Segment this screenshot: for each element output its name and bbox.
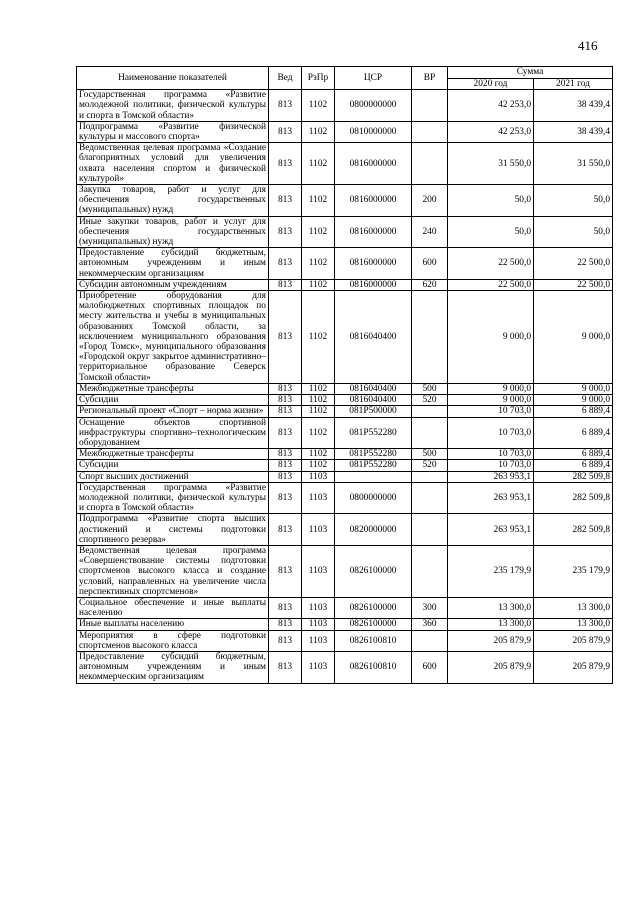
cell-sum-2021: 205 879,9 [534,630,613,651]
cell-sum-2020: 22 500,0 [448,279,534,290]
cell-csr: 081P500000 [335,406,412,417]
cell-ved: 813 [269,417,302,449]
cell-vr [412,482,448,514]
cell-csr: 0810000000 [335,121,412,142]
cell-vr: 520 [412,460,448,471]
cell-sum-2021: 205 879,9 [534,651,613,683]
cell-sum-2020: 13 300,0 [448,619,534,630]
cell-ved: 813 [269,383,302,394]
cell-rzpr: 1102 [302,90,335,122]
cell-ved: 813 [269,185,302,217]
cell-sum-2020: 10 703,0 [448,417,534,449]
cell-name: Мероприятия в сфере подготовки спортсменов высокого класса [77,630,269,651]
cell-ved: 813 [269,597,302,618]
cell-ved: 813 [269,121,302,142]
cell-name: Подпрограмма «Развитие спорта высших достижений и системы подготовки спортивного резерва» [77,514,269,546]
cell-rzpr: 1102 [302,395,335,406]
cell-name: Субсидии [77,460,269,471]
cell-sum-2021: 6 889,4 [534,406,613,417]
cell-csr: 0816000000 [335,248,412,280]
cell-name: Региональный проект «Спорт – норма жизни» [77,406,269,417]
header-vr: ВР [412,67,448,90]
cell-name: Субсидии автономным учреждениям [77,279,269,290]
header-csr: ЦСР [335,67,412,90]
cell-sum-2021: 282 509,8 [534,482,613,514]
cell-name: Иные закупки товаров, работ и услуг для обеспечения государственных (муниципальных) нужд [77,216,269,248]
cell-csr: 0826100000 [335,545,412,597]
cell-csr: 081P552280 [335,449,412,460]
cell-rzpr: 1102 [302,291,335,384]
cell-csr: 0800000000 [335,90,412,122]
cell-sum-2021: 38 439,4 [534,90,613,122]
cell-rzpr: 1103 [302,545,335,597]
cell-vr [412,143,448,185]
cell-ved: 813 [269,143,302,185]
cell-ved: 813 [269,291,302,384]
cell-sum-2021: 22 500,0 [534,279,613,290]
cell-sum-2020: 10 703,0 [448,406,534,417]
cell-ved: 813 [269,630,302,651]
cell-vr [412,545,448,597]
cell-sum-2020: 205 879,9 [448,630,534,651]
table-row [77,90,613,122]
cell-sum-2020: 31 550,0 [448,143,534,185]
cell-sum-2020: 42 253,0 [448,90,534,122]
cell-ved: 813 [269,619,302,630]
cell-sum-2021: 6 889,4 [534,417,613,449]
cell-csr: 0820000000 [335,514,412,546]
cell-rzpr: 1102 [302,121,335,142]
cell-ved: 813 [269,90,302,122]
page-number: 416 [578,38,598,53]
table-body [77,90,613,683]
cell-rzpr: 1103 [302,471,335,482]
cell-sum-2020: 42 253,0 [448,121,534,142]
table-row [77,395,613,406]
cell-vr [412,406,448,417]
table-row [77,185,613,217]
cell-sum-2021: 9 000,0 [534,395,613,406]
cell-vr [412,514,448,546]
table-header [77,67,613,90]
cell-sum-2021: 13 300,0 [534,619,613,630]
cell-rzpr: 1103 [302,630,335,651]
cell-ved: 813 [269,545,302,597]
header-ved: Вед [269,67,302,90]
cell-sum-2020: 22 500,0 [448,248,534,280]
cell-sum-2021: 6 889,4 [534,449,613,460]
cell-vr: 520 [412,395,448,406]
table-row [77,449,613,460]
cell-name: Спорт высших достижений [77,471,269,482]
cell-sum-2020: 263 953,1 [448,482,534,514]
cell-ved: 813 [269,279,302,290]
cell-sum-2020: 50,0 [448,185,534,217]
cell-name: Ведомственная целевая программа «Совершенствование системы подготовки спортсменов высокого класса и создание условий, направленных на увеличение числа перспективных спортсменов» [77,545,269,597]
cell-csr: 0816000000 [335,279,412,290]
cell-ved: 813 [269,514,302,546]
cell-sum-2021: 38 439,4 [534,121,613,142]
cell-rzpr: 1102 [302,279,335,290]
cell-sum-2021: 282 509,8 [534,471,613,482]
cell-name: Межбюджетные трансферты [77,383,269,394]
cell-name: Государственная программа «Развитие молодежной политики, физической культуры и спорта в Томской области» [77,482,269,514]
cell-csr [335,471,412,482]
cell-ved: 813 [269,216,302,248]
cell-sum-2020: 263 953,1 [448,514,534,546]
cell-vr: 240 [412,216,448,248]
cell-name: Государственная программа «Развитие молодежной политики, физической культуры и спорта в Томской области» [77,90,269,122]
cell-name: Ведомственная целевая программа «Создание благоприятных условий для увеличения охвата населения спортом и физической культурой» [77,143,269,185]
cell-name: Закупка товаров, работ и услуг для обеспечения государственных (муниципальных) нужд [77,185,269,217]
cell-rzpr: 1102 [302,143,335,185]
cell-rzpr: 1102 [302,417,335,449]
cell-vr [412,121,448,142]
cell-csr: 0816040400 [335,291,412,384]
table-row [77,143,613,185]
cell-rzpr: 1103 [302,651,335,683]
cell-sum-2020: 9 000,0 [448,383,534,394]
table-row [77,471,613,482]
cell-sum-2021: 9 000,0 [534,291,613,384]
cell-csr: 0816040400 [335,383,412,394]
cell-vr: 600 [412,651,448,683]
cell-csr: 0816040400 [335,395,412,406]
table-row [77,406,613,417]
cell-rzpr: 1102 [302,185,335,217]
cell-name: Субсидии [77,395,269,406]
cell-sum-2020: 10 703,0 [448,460,534,471]
cell-vr: 600 [412,248,448,280]
cell-csr: 0826100810 [335,630,412,651]
cell-sum-2021: 9 000,0 [534,383,613,394]
cell-csr: 0800000000 [335,482,412,514]
cell-sum-2021: 235 179,9 [534,545,613,597]
cell-name: Межбюджетные трансферты [77,449,269,460]
cell-rzpr: 1102 [302,216,335,248]
table-row [77,619,613,630]
table-row [77,216,613,248]
cell-rzpr: 1103 [302,482,335,514]
cell-sum-2020: 235 179,9 [448,545,534,597]
cell-csr: 0826100810 [335,651,412,683]
cell-vr: 500 [412,383,448,394]
cell-vr [412,417,448,449]
cell-vr [412,90,448,122]
cell-csr: 0816000000 [335,143,412,185]
cell-sum-2021: 50,0 [534,185,613,217]
table-row [77,651,613,683]
cell-rzpr: 1103 [302,619,335,630]
cell-sum-2020: 263 953,1 [448,471,534,482]
table-row [77,279,613,290]
cell-csr: 081P552280 [335,460,412,471]
header-year-2021: 2021 год [534,79,613,90]
cell-vr: 200 [412,185,448,217]
cell-sum-2021: 31 550,0 [534,143,613,185]
cell-vr [412,471,448,482]
table-row [77,460,613,471]
cell-rzpr: 1103 [302,514,335,546]
table-row [77,417,613,449]
table-row [77,597,613,618]
header-year-2020: 2020 год [448,79,534,90]
cell-csr: 081P552280 [335,417,412,449]
cell-name: Предоставление субсидий бюджетным, автономным учреждениям и иным некоммерческим организациям [77,248,269,280]
cell-name: Оснащение объектов спортивной инфраструктуры спортивно–технологическим оборудованием [77,417,269,449]
cell-rzpr: 1102 [302,383,335,394]
cell-sum-2021: 50,0 [534,216,613,248]
cell-sum-2020: 9 000,0 [448,291,534,384]
cell-rzpr: 1102 [302,406,335,417]
cell-ved: 813 [269,449,302,460]
cell-name: Социальное обеспечение и иные выплаты населению [77,597,269,618]
cell-sum-2020: 9 000,0 [448,395,534,406]
table-row [77,630,613,651]
cell-rzpr: 1103 [302,597,335,618]
table-row [77,248,613,280]
cell-ved: 813 [269,395,302,406]
cell-ved: 813 [269,482,302,514]
cell-csr: 0816000000 [335,216,412,248]
header-rzpr: РзПр [302,67,335,90]
cell-csr: 0816000000 [335,185,412,217]
cell-sum-2021: 282 509,8 [534,514,613,546]
table-row [77,383,613,394]
cell-rzpr: 1102 [302,460,335,471]
cell-vr: 300 [412,597,448,618]
cell-ved: 813 [269,460,302,471]
cell-sum-2021: 22 500,0 [534,248,613,280]
cell-vr: 500 [412,449,448,460]
cell-name: Приобретение оборудования для малобюджетных спортивных площадок по месту жительства и учебы в муниципальных образованиях Томской области, за исключением муниципального образования «Город Томск», муниципального образования «Городской округ закрытое административно–территориальное образование Северск Томской области» [77,291,269,384]
cell-vr: 360 [412,619,448,630]
cell-ved: 813 [269,471,302,482]
cell-sum-2021: 13 300,0 [534,597,613,618]
cell-ved: 813 [269,651,302,683]
table-row [77,514,613,546]
table-row [77,121,613,142]
cell-name: Иные выплаты населению [77,619,269,630]
header-name: Наименование показателей [77,67,269,90]
cell-sum-2020: 10 703,0 [448,449,534,460]
cell-rzpr: 1102 [302,449,335,460]
table-row [77,291,613,384]
cell-sum-2021: 6 889,4 [534,460,613,471]
cell-csr: 0826100000 [335,597,412,618]
cell-ved: 813 [269,406,302,417]
table-row [77,482,613,514]
cell-ved: 813 [269,248,302,280]
cell-rzpr: 1102 [302,248,335,280]
cell-name: Предоставление субсидий бюджетным, автономным учреждениям и иным некоммерческим организациям [77,651,269,683]
cell-vr: 620 [412,279,448,290]
cell-name: Подпрограмма «Развитие физической культуры и массового спорта» [77,121,269,142]
cell-vr [412,291,448,384]
cell-sum-2020: 205 879,9 [448,651,534,683]
table-row [77,545,613,597]
budget-table [76,66,613,684]
cell-sum-2020: 50,0 [448,216,534,248]
cell-sum-2020: 13 300,0 [448,597,534,618]
cell-csr: 0826100000 [335,619,412,630]
header-sum: Сумма [448,67,613,79]
cell-vr [412,630,448,651]
